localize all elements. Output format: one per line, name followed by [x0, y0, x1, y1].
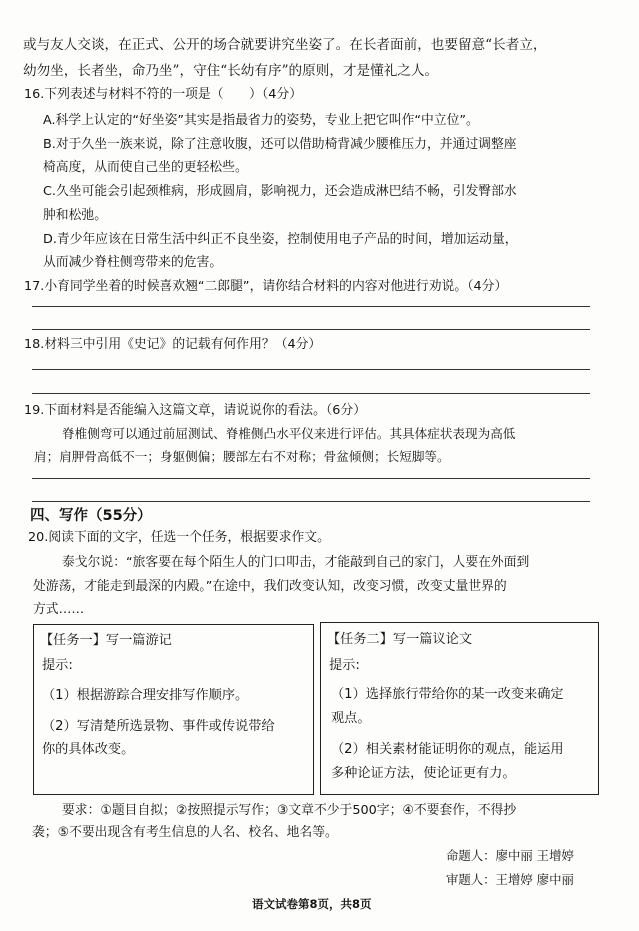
question-16-stem: 16.下列表述与材料不符的一项是（ ）（4分）	[24, 87, 303, 102]
requirements-line: 袭；⑤不要出现含有考生信息的人名、校名、地名等。	[32, 825, 338, 840]
requirements-line: 要求：①题目自拟；②按照提示写作；③文章不少于500字；④不要套作，不得抄	[62, 803, 517, 818]
section-4-title: 四、写作（55分）	[30, 508, 152, 524]
question-19-stem: 19.下面材料是否能编入这篇文章，请说说你的看法。（6分）	[24, 403, 367, 418]
answer-line[interactable]	[32, 478, 590, 479]
q19-material-line: 脊椎侧弯可以通过前屈测试、脊椎侧凸水平仪来进行评估。其具体症状表现为高低	[62, 426, 516, 441]
author-credit: 命题人：廖中丽 王增婷	[446, 848, 574, 863]
question-17: 17.小育同学坐着的时候喜欢翘“二郎腿”，请你结合材料的内容对他进行劝说。（4分）	[24, 279, 508, 294]
writing-passage-line: 方式……	[33, 602, 85, 617]
task-2-hint: 提示:	[329, 658, 360, 673]
task-2-item-1: （1）选择旅行带给你的某一改变来确定	[331, 687, 564, 702]
q16-option-c: C.久坐可能会引起颈椎病，形成圆肩，影响视力，还会造成淋巴结不畅，引发臀部水	[43, 184, 517, 199]
answer-line[interactable]	[32, 306, 590, 307]
question-20-stem: 20.阅读下面的文字，任选一个任务，根据要求作文。	[28, 530, 330, 545]
q19-material-line: 肩；肩胛骨高低不一；身躯侧偏；腰部左右不对称；骨盆倾侧；长短脚等。	[34, 449, 450, 464]
answer-line[interactable]	[32, 393, 590, 394]
q16-option-c-cont: 肿和松弛。	[43, 208, 107, 223]
task-1-box	[33, 624, 314, 795]
passage-line: 幼勿坐，长者坐，命乃坐”，守住“长幼有序”的原则，才是懂礼之人。	[23, 63, 439, 79]
q16-option-a: A.科学上认定的“好坐姿”其实是指最省力的姿势，专业上把它叫作“中立位”。	[43, 113, 479, 128]
task-1-item-2-cont: 你的具体改变。	[42, 742, 135, 757]
reviewer-credit: 审题人：王增婷 廖中丽	[446, 872, 574, 887]
q16-option-b: B.对于久坐一族来说，除了注意收腹，还可以借助椅背减少腰椎压力，并通过调整座	[43, 137, 517, 152]
answer-line[interactable]	[32, 369, 590, 370]
task-2-title: 【任务二】写一篇议论文	[327, 632, 473, 647]
task-2-item-2-cont: 多种论证方法，使论证更有力。	[331, 766, 516, 781]
writing-passage-line: 泰戈尔说：“旅客要在每个陌生人的门口叩击，才能敲到自己的家门，人要在外面到	[62, 555, 530, 570]
writing-passage-line: 处游荡，才能走到最深的内殿。”在途中，我们改变认知，改变习惯，改变丈量世界的	[33, 579, 507, 594]
passage-line: 或与友人交谈，在正式、公开的场合就要讲究坐姿了。在长者面前，也要留意“长者立，	[23, 37, 547, 53]
task-1-item-2: （2）写清楚所选景物、事件或传说带给	[42, 719, 275, 734]
q16-option-b-cont: 椅高度，从而使自己坐的更轻松些。	[43, 160, 248, 175]
answer-line[interactable]	[32, 329, 590, 330]
question-18: 18.材料三中引用《史记》的记载有何作用？（4分）	[24, 337, 322, 352]
q16-option-d-cont: 从而减少脊柱侧弯带来的危害。	[43, 255, 223, 270]
q16-option-d: D.青少年应该在日常生活中纠正不良坐姿，控制使用电子产品的时间，增加运动量，	[43, 232, 518, 247]
page-footer: 语文试卷第8页，共8页	[252, 897, 372, 911]
task-1-item-1: （1）根据游踪合理安排写作顺序。	[42, 688, 249, 703]
answer-line[interactable]	[32, 501, 590, 502]
task-1-hint: 提示:	[42, 658, 73, 673]
task-2-box	[320, 622, 599, 795]
task-2-item-2: （2）相关素材能证明你的观点，能运用	[331, 742, 564, 757]
task-2-item-1-cont: 观点。	[331, 711, 371, 726]
task-1-title: 【任务一】写一篇游记	[40, 633, 172, 648]
